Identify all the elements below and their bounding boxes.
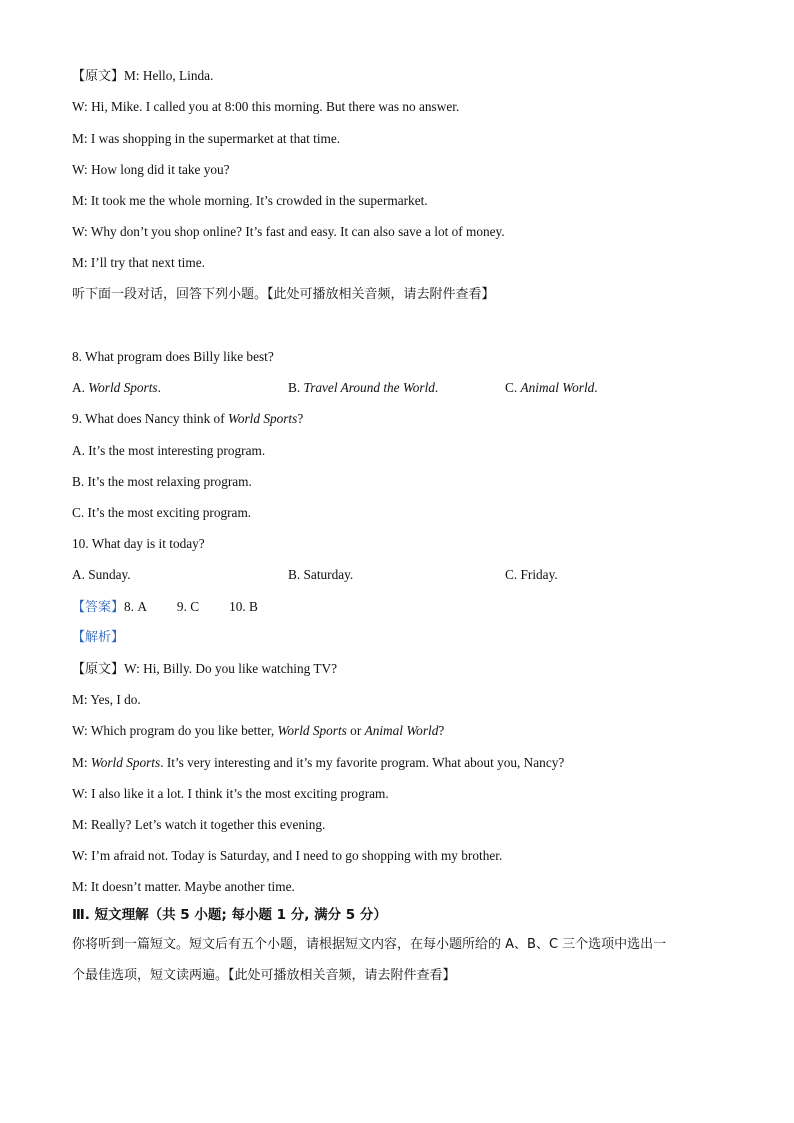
dialogue-line: W: I also like it a lot. I think it’s the most exciting program.: [72, 786, 389, 801]
q9-option-b: B. It’s the most relaxing program.: [72, 474, 252, 489]
dialogue-line: M: It doesn’t matter. Maybe another time.: [72, 879, 295, 894]
dialogue-line: M: It took me the whole morning. It’s crowded in the supermarket.: [72, 193, 428, 208]
dialogue-line: M: Yes, I do.: [72, 692, 141, 707]
transcript2-line-0: [72, 660, 337, 679]
dialogue-line: W: How long did it take you?: [72, 162, 230, 177]
section-3-instruction-line-1: 你将听到一篇短文。短文后有五个小题，请根据短文内容，在每小题所给的 A、B、C 三个选项中选出一: [72, 937, 667, 952]
dialogue-line: M: World Sports. It’s very interesting and it’s my favorite program. What about you, Nancy?: [72, 755, 565, 770]
question-9-stem: 9. What does Nancy think of World Sports?: [72, 411, 304, 426]
question-10-stem: 10. What day is it today?: [72, 536, 205, 551]
dialogue-line: W: Why don’t you shop online? It’s fast and easy. It can also save a lot of money.: [72, 224, 505, 239]
listening-instruction: 听下面一段对话，回答下列小题。【此处可播放相关音频，请去附件查看】: [72, 287, 495, 302]
question-8-stem: 8. What program does Billy like best?: [72, 349, 274, 364]
dialogue-line: M: I was shopping in the supermarket at that time.: [72, 131, 341, 146]
section-3-instruction-line-2: 个最佳选项，短文读两遍。【此处可播放相关音频，请去附件查看】: [72, 968, 456, 983]
q10-option-c: C. Friday.: [505, 567, 558, 582]
section-3-heading: Ⅲ. 短文理解（共 5 小题; 每小题 1 分, 满分 5 分）: [72, 907, 387, 923]
answer-item: 8. A: [124, 599, 147, 614]
dialogue-line: W: Which program do you like better, World Sports or Animal World?: [72, 723, 445, 738]
analysis-label: 【解析】: [72, 630, 125, 645]
q10-option-a: A. Sunday.: [72, 567, 131, 582]
dialogue-line: W: Hi, Billy. Do you like watching TV?: [124, 661, 337, 676]
dialogue-line: M: I’ll try that next time.: [72, 255, 205, 270]
dialogue-line: W: I’m afraid not. Today is Saturday, and I need to go shopping with my brother.: [72, 848, 503, 863]
transcript-tag: 【原文】: [72, 662, 125, 677]
q9-option-a: A. It’s the most interesting program.: [72, 443, 266, 458]
answer-line: [72, 598, 258, 617]
dialogue-line: M: Really? Let’s watch it together this evening.: [72, 817, 326, 832]
q8-option-a: A. World Sports.: [72, 380, 161, 395]
q9-option-c: C. It’s the most exciting program.: [72, 505, 252, 520]
q8-option-b: B. Travel Around the World.: [288, 380, 439, 395]
dialogue-line: W: Hi, Mike. I called you at 8:00 this morning. But there was no answer.: [72, 99, 460, 114]
q8-option-c: C. Animal World.: [505, 380, 598, 395]
transcript-tag: 【原文】: [72, 69, 125, 84]
q10-option-b: B. Saturday.: [288, 567, 354, 582]
transcript1-line-0: [72, 67, 213, 86]
answer-item: 10. B: [229, 599, 258, 614]
answer-item: 9. C: [176, 599, 200, 614]
answer-label: 【答案】: [72, 600, 125, 615]
dialogue-line: M: Hello, Linda.: [124, 68, 214, 83]
